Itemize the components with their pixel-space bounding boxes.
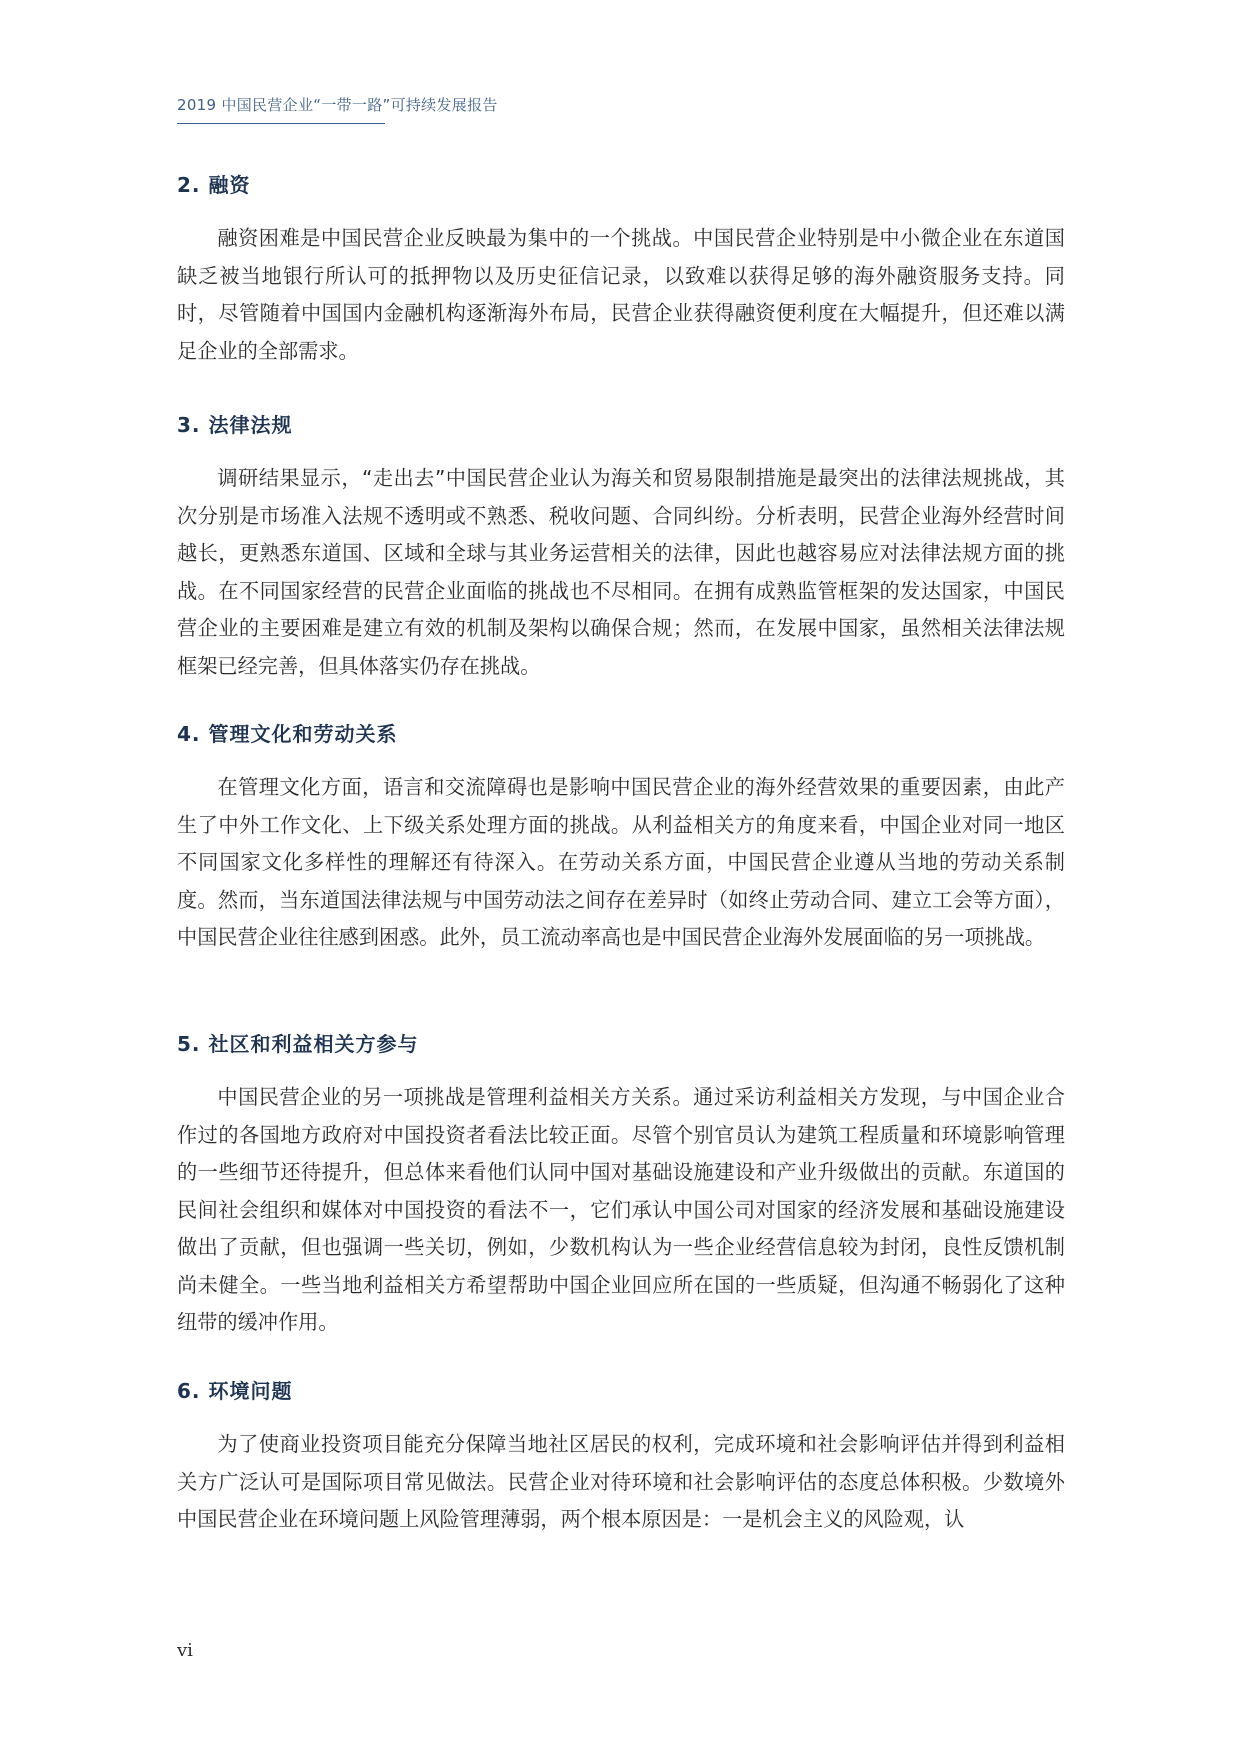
section-management-labor — [177, 719, 1065, 957]
section-paragraph: 为了使商业投资项目能充分保障当地社区居民的权利，完成环境和社会影响评估并得到利益相关方广泛认可是国际项目常见做法。民营企业对待环境和社会影响评估的态度总体积极。少数境外中国民营企业在环境问题上风险管理薄弱，两个根本原因是：一是机会主义的风险观，认 — [177, 1432, 1065, 1531]
section-paragraph: 中国民营企业的另一项挑战是管理利益相关方关系。通过采访利益相关方发现，与中国企业合作过的各国地方政府对中国投资者看法比较正面。尽管个别官员认为建筑工程质量和环境影响管理的一些细节还待提升，但总体来看他们认同中国对基础设施建设和产业升级做出的贡献。东道国的民间社会组织和媒体对中国投资的看法不一，它们承认中国公司对国家的经济发展和基础设施建设做出了贡献，但也强调一些关切，例如，少数机构认为一些企业经营信息较为封闭，良性反馈机制尚未健全。一些当地利益相关方希望帮助中国企业回应所在国的一些质疑，但沟通不畅弱化了这种纽带的缓冲作用。 — [177, 1085, 1065, 1334]
running-header-title: 2019 中国民营企业“一带一路”可持续发展报告 — [177, 96, 498, 114]
section-environment — [177, 1376, 1065, 1539]
section-laws-regulations — [177, 410, 1065, 685]
page-number: vi — [177, 1640, 193, 1661]
section-heading: 4. 管理文化和劳动关系 — [177, 722, 398, 746]
section-financing — [177, 170, 1065, 370]
section-heading: 3. 法律法规 — [177, 413, 293, 437]
section-paragraph: 调研结果显示，“走出去”中国民营企业认为海关和贸易限制措施是最突出的法律法规挑战，其次分别是市场准入法规不透明或不熟悉、税收问题、合同纠纷。分析表明，民营企业海外经营时间越长，更熟悉东道国、区域和全球与其业务运营相关的法律，因此也越容易应对法律法规方面的挑战。在不同国家经营的民营企业面临的挑战也不尽相同。在拥有成熟监管框架的发达国家，中国民营企业的主要困难是建立有效的机制及架构以确保合规；然而，在发展中国家，虽然相关法律法规框架已经完善，但具体落实仍存在挑战。 — [177, 466, 1065, 678]
header-divider — [177, 123, 385, 124]
section-paragraph: 在管理文化方面，语言和交流障碍也是影响中国民营企业的海外经营效果的重要因素，由此产生了中外工作文化、上下级关系处理方面的挑战。从利益相关方的角度来看，中国企业对同一地区不同国家文化多样性的理解还有待深入。在劳动关系方面，中国民营企业遵从当地的劳动关系制度。然而，当东道国法律法规与中国劳动法之间存在差异时（如终止劳动合同、建立工会等方面），中国民营企业往往感到困惑。此外，员工流动率高也是中国民营企业海外发展面临的另一项挑战。 — [177, 775, 1065, 949]
section-heading: 2. 融资 — [177, 173, 251, 197]
page-header — [177, 94, 498, 124]
section-heading: 6. 环境问题 — [177, 1379, 293, 1403]
section-community-stakeholders — [177, 1029, 1065, 1342]
section-heading: 5. 社区和利益相关方参与 — [177, 1032, 419, 1056]
section-paragraph: 融资困难是中国民营企业反映最为集中的一个挑战。中国民营企业特别是中小微企业在东道国缺乏被当地银行所认可的抵押物以及历史征信记录，以致难以获得足够的海外融资服务支持。同时，尽管随着中国国内金融机构逐渐海外布局，民营企业获得融资便利度在大幅提升，但还难以满足企业的全部需求。 — [177, 226, 1065, 363]
